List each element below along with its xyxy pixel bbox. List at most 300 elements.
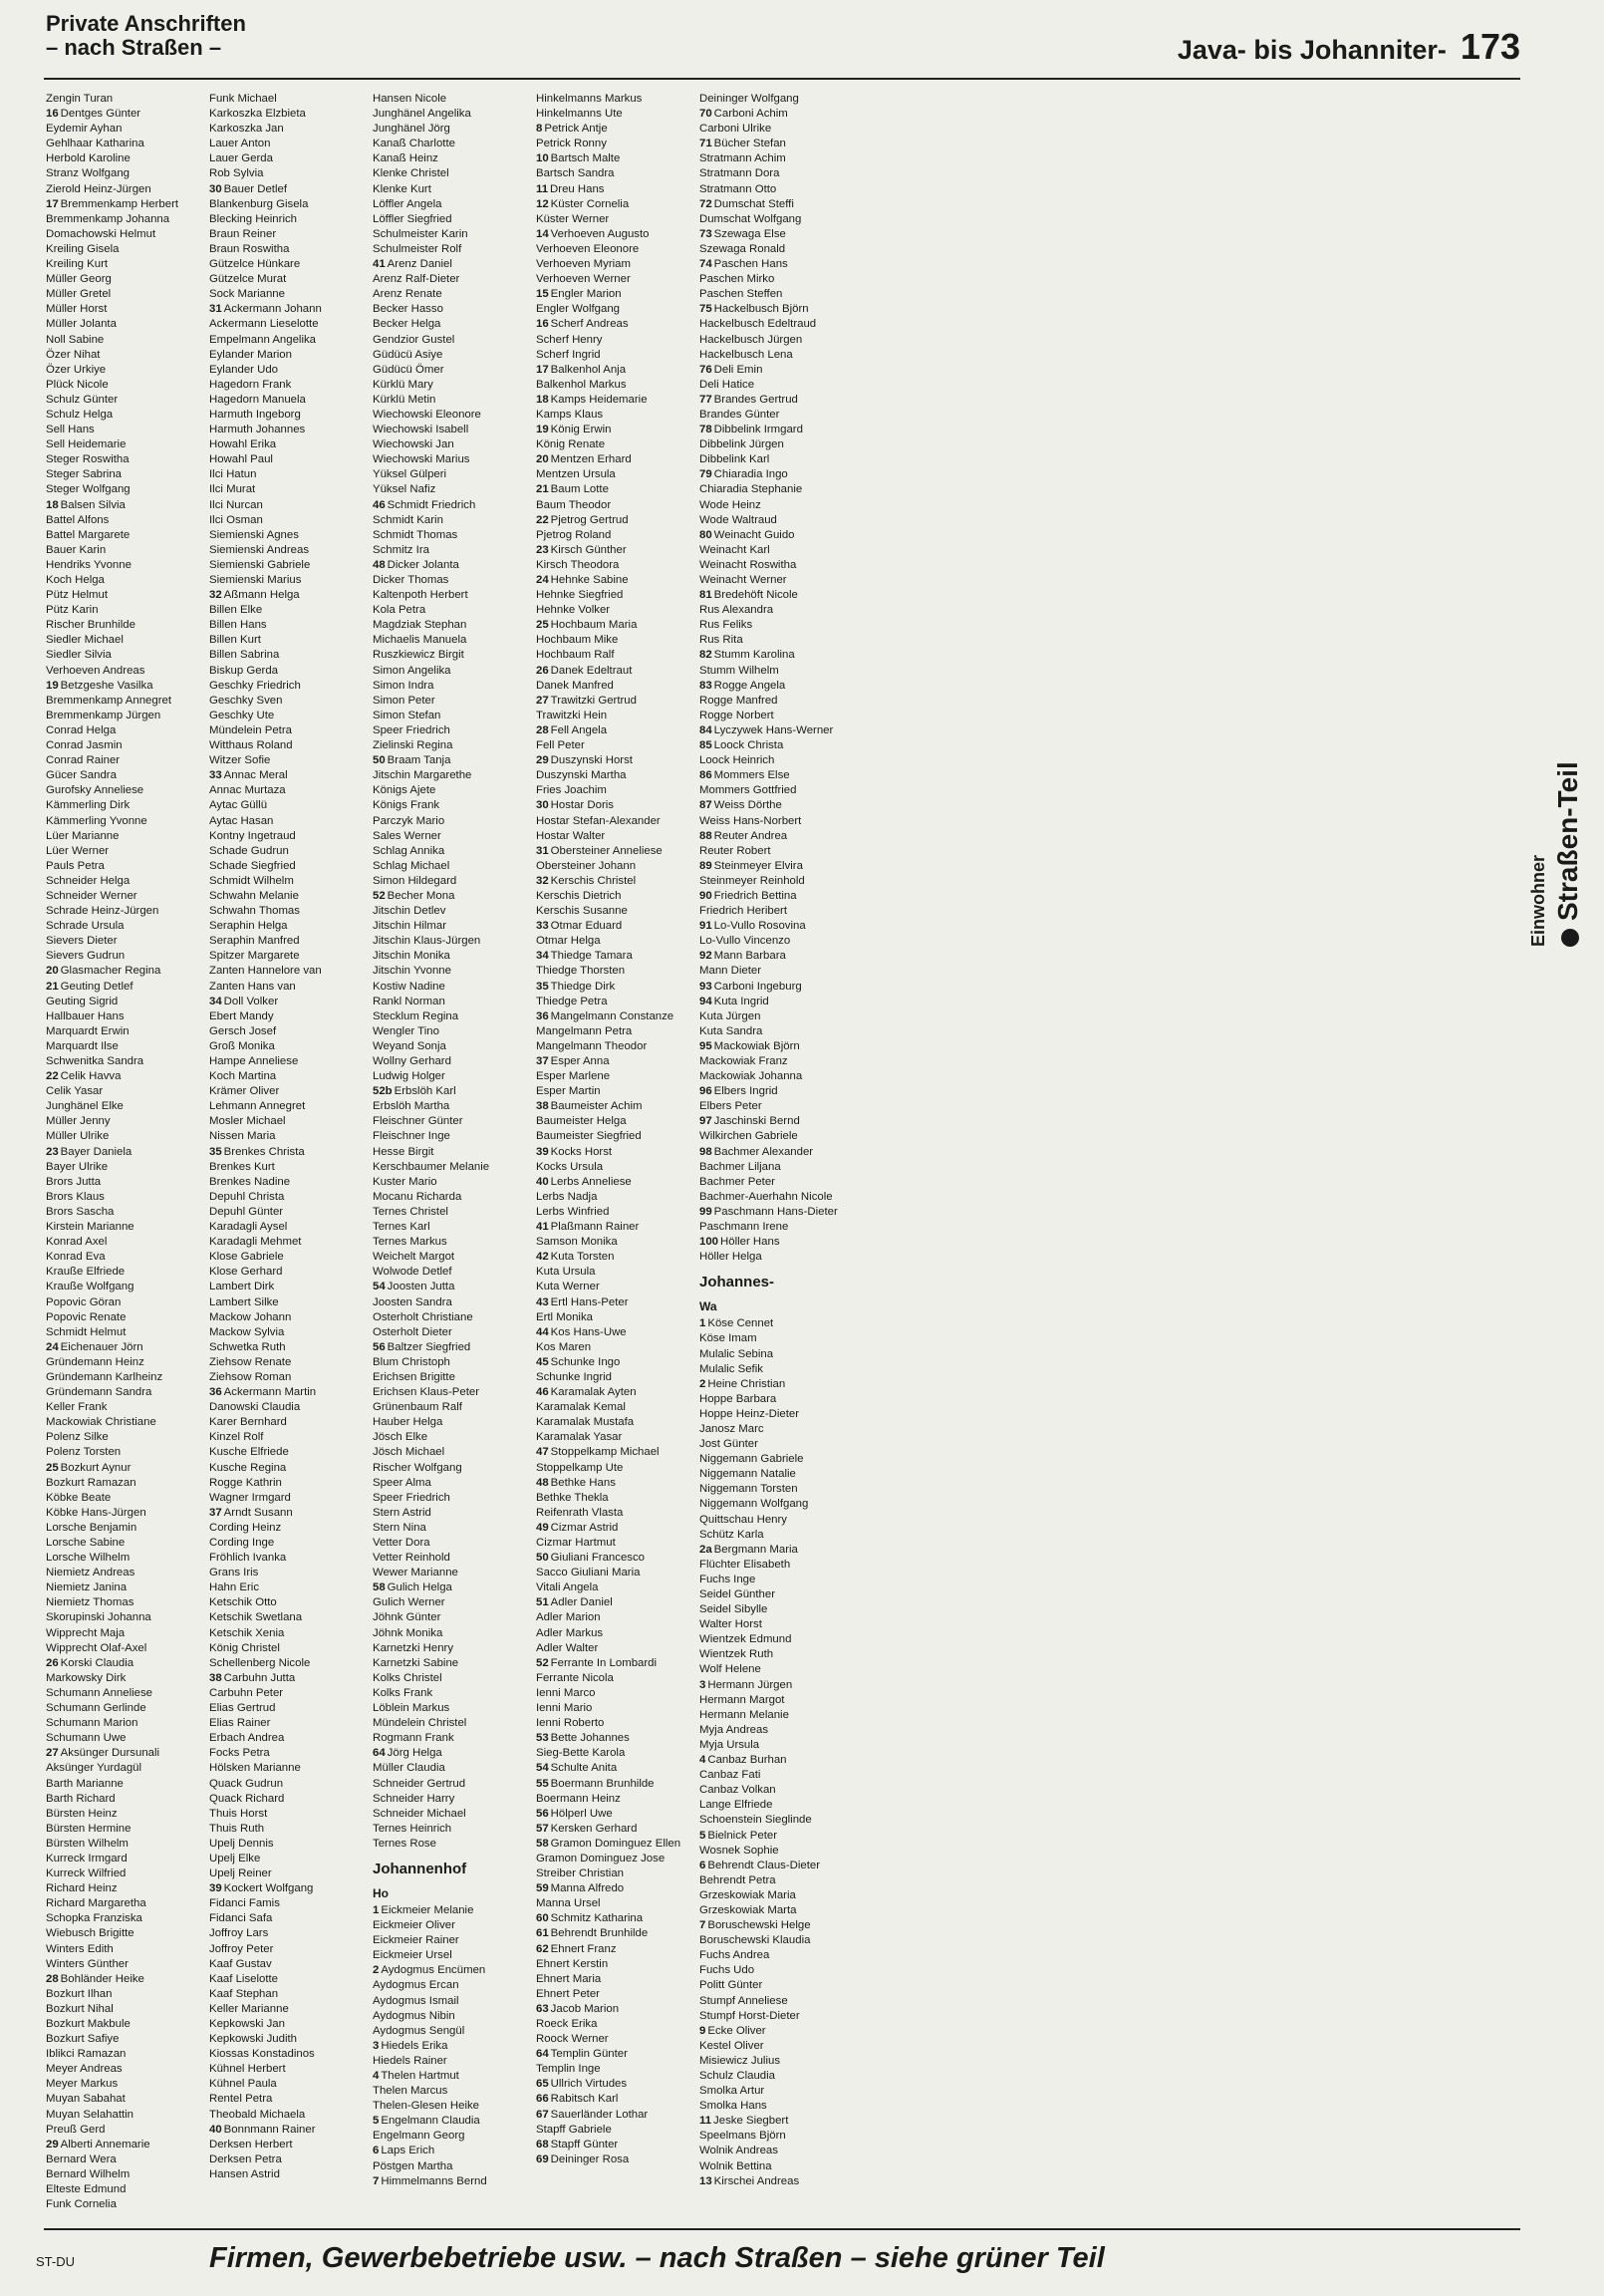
house-number: 38 xyxy=(209,1671,222,1684)
header-title-line1: Private Anschriften xyxy=(46,11,246,36)
resident-name: Streiber Christian xyxy=(536,1867,624,1880)
resident-name: Junghänel Jörg xyxy=(373,123,450,136)
resident-entry xyxy=(46,1551,207,1566)
resident-entry xyxy=(536,151,697,166)
resident-name: Simon Peter xyxy=(373,694,435,707)
resident-entry xyxy=(536,423,697,437)
resident-entry xyxy=(209,1145,371,1160)
resident-entry xyxy=(536,949,697,964)
resident-name: Mangelmann Petra xyxy=(536,1024,633,1037)
house-number: 61 xyxy=(536,1927,549,1940)
resident-name: Mann Dieter xyxy=(699,965,762,978)
house-number: 100 xyxy=(699,1236,719,1249)
resident-name: Schade Siegfried xyxy=(209,859,296,872)
resident-entry xyxy=(209,783,371,798)
resident-entry xyxy=(209,1837,371,1852)
resident-entry xyxy=(699,1054,861,1069)
house-number: 76 xyxy=(699,363,712,376)
resident-entry xyxy=(536,1761,697,1776)
resident-entry xyxy=(373,92,534,107)
house-number: 80 xyxy=(699,528,712,541)
resident-entry xyxy=(699,408,861,423)
resident-name: Mackowiak Björn xyxy=(713,1039,800,1052)
page-number: 173 xyxy=(1460,26,1520,67)
house-number: 4 xyxy=(699,1754,706,1767)
resident-entry xyxy=(699,1918,861,1933)
resident-name: Weinacht Werner xyxy=(699,574,787,586)
resident-name: Stecklum Regina xyxy=(373,1009,459,1022)
resident-entry xyxy=(46,1009,207,1024)
resident-name: Elbers Peter xyxy=(699,1100,762,1113)
resident-name: Wiebusch Brigitte xyxy=(46,1927,134,1940)
resident-name: Schulmeister Karin xyxy=(373,227,468,240)
resident-name: Dentges Günter xyxy=(60,108,141,121)
resident-entry xyxy=(699,513,861,528)
resident-entry xyxy=(46,1461,207,1476)
resident-entry xyxy=(373,1746,534,1761)
resident-entry xyxy=(209,1415,371,1430)
resident-name: Esper Marlene xyxy=(536,1070,611,1083)
resident-entry xyxy=(373,603,534,618)
resident-entry xyxy=(209,1099,371,1114)
resident-name: Thelen Marcus xyxy=(373,2085,448,2098)
resident-entry xyxy=(209,302,371,317)
resident-name: Gücer Sandra xyxy=(46,769,117,782)
resident-name: Hiedels Erika xyxy=(381,2039,448,2052)
resident-entry xyxy=(209,709,371,723)
resident-name: Arenz Renate xyxy=(373,288,442,301)
resident-entry xyxy=(46,1580,207,1595)
resident-entry xyxy=(209,1852,371,1866)
resident-name: Kirsch Theodora xyxy=(536,558,620,571)
resident-entry xyxy=(209,528,371,543)
resident-name: Obersteiner Johann xyxy=(536,859,637,872)
resident-entry xyxy=(373,964,534,979)
resident-entry xyxy=(699,829,861,844)
resident-entry xyxy=(536,829,697,844)
resident-name: Verhoeven Werner xyxy=(536,273,631,286)
resident-name: Mackowiak Johanna xyxy=(699,1070,803,1083)
resident-name: Ilci Osman xyxy=(209,513,263,526)
resident-entry xyxy=(373,513,534,528)
resident-name: Karkoszka Elzbieta xyxy=(209,108,306,121)
resident-entry xyxy=(699,664,861,679)
resident-entry xyxy=(209,664,371,679)
resident-entry xyxy=(536,1792,697,1807)
resident-name: Jaschinski Bernd xyxy=(713,1115,800,1128)
resident-name: Baltzer Siegfried xyxy=(387,1340,471,1353)
resident-entry xyxy=(373,1918,534,1933)
house-number: 2 xyxy=(699,1377,706,1390)
resident-name: Bremmenkamp Jürgen xyxy=(46,709,161,721)
resident-entry xyxy=(373,482,534,497)
resident-name: Myja Ursula xyxy=(699,1738,760,1751)
resident-entry xyxy=(699,1114,861,1129)
resident-name: Thiedge Tamara xyxy=(550,950,633,963)
directory-columns xyxy=(46,92,1520,2214)
resident-entry xyxy=(46,242,207,257)
resident-entry xyxy=(46,543,207,558)
resident-entry xyxy=(209,2077,371,2092)
resident-entry xyxy=(536,1641,697,1656)
resident-entry xyxy=(46,783,207,798)
resident-name: Schneider Michael xyxy=(373,1807,466,1820)
resident-entry xyxy=(209,1430,371,1445)
resident-entry xyxy=(209,2138,371,2152)
resident-entry xyxy=(699,2069,861,2084)
resident-name: Kusche Regina xyxy=(209,1461,287,1474)
header-title-line2: – nach Straßen – xyxy=(46,35,222,60)
resident-name: Kocks Horst xyxy=(550,1145,613,1158)
resident-entry xyxy=(209,2123,371,2138)
resident-entry xyxy=(209,197,371,212)
resident-entry xyxy=(46,363,207,378)
resident-name: Bachmer Alexander xyxy=(713,1145,814,1158)
resident-entry xyxy=(536,393,697,408)
resident-name: Mulalic Sebina xyxy=(699,1347,774,1360)
resident-entry xyxy=(536,1942,697,1957)
resident-name: Ehnert Kerstin xyxy=(536,1957,609,1970)
resident-entry xyxy=(209,1987,371,2002)
resident-entry xyxy=(536,648,697,663)
resident-entry xyxy=(699,348,861,363)
resident-name: Wolnik Bettina xyxy=(699,2159,772,2172)
resident-entry xyxy=(536,2017,697,2032)
resident-entry xyxy=(699,1768,861,1783)
resident-name: Marquardt Erwin xyxy=(46,1024,130,1037)
resident-entry xyxy=(46,1160,207,1175)
resident-entry xyxy=(699,603,861,618)
resident-entry xyxy=(46,166,207,181)
resident-name: Zanten Hans van xyxy=(209,980,296,993)
resident-entry xyxy=(373,2159,534,2174)
resident-entry xyxy=(46,151,207,166)
resident-name: Hackelbusch Jürgen xyxy=(699,333,803,346)
resident-entry xyxy=(209,1911,371,1926)
resident-entry xyxy=(209,1461,371,1476)
house-number: 36 xyxy=(209,1386,222,1399)
resident-name: Pauls Petra xyxy=(46,859,105,872)
resident-name: Kuta Werner xyxy=(536,1281,600,1293)
resident-name: Scherf Ingrid xyxy=(536,348,601,361)
resident-name: Kirsch Günther xyxy=(550,543,627,556)
resident-entry xyxy=(46,1926,207,1941)
resident-entry xyxy=(373,2114,534,2129)
resident-entry xyxy=(373,1551,534,1566)
house-number: 40 xyxy=(209,2123,222,2136)
resident-name: Osterholt Christiane xyxy=(373,1310,473,1323)
resident-entry xyxy=(373,197,534,212)
resident-name: Sievers Dieter xyxy=(46,935,118,948)
resident-entry xyxy=(536,1054,697,1069)
house-number: 8 xyxy=(536,123,543,136)
resident-entry xyxy=(209,1807,371,1822)
resident-entry xyxy=(373,378,534,393)
resident-name: Karamalak Kemal xyxy=(536,1401,626,1414)
resident-entry xyxy=(46,934,207,949)
resident-entry xyxy=(209,694,371,709)
resident-entry xyxy=(46,1250,207,1265)
resident-name: Stoppelkamp Ute xyxy=(536,1461,624,1474)
resident-entry xyxy=(46,2152,207,2167)
resident-name: Fleischner Inge xyxy=(373,1130,450,1143)
resident-entry xyxy=(699,1069,861,1084)
resident-entry xyxy=(373,1009,534,1024)
house-number: 41 xyxy=(536,1221,549,1234)
house-number: 21 xyxy=(536,483,549,496)
resident-name: Kola Petra xyxy=(373,604,426,617)
resident-entry xyxy=(373,333,534,348)
house-number: 20 xyxy=(46,965,59,978)
resident-name: Grzeskowiak Maria xyxy=(699,1888,796,1901)
house-number: 26 xyxy=(46,1656,59,1669)
house-number: 58 xyxy=(536,1837,549,1850)
house-number: 7 xyxy=(699,1919,706,1932)
house-number: 25 xyxy=(536,619,549,632)
resident-entry xyxy=(536,1024,697,1039)
resident-entry xyxy=(46,1415,207,1430)
resident-name: Danek Edeltraut xyxy=(550,664,633,677)
resident-entry xyxy=(209,1972,371,1987)
resident-entry xyxy=(699,92,861,107)
resident-entry xyxy=(699,844,861,859)
resident-entry xyxy=(46,92,207,107)
resident-name: Hölsken Marianne xyxy=(209,1762,301,1775)
house-number: 48 xyxy=(373,558,386,571)
resident-name: Osterholt Dieter xyxy=(373,1325,452,1338)
resident-entry xyxy=(46,1972,207,1987)
resident-entry xyxy=(209,753,371,768)
resident-name: Wengler Tino xyxy=(373,1024,439,1037)
resident-name: Eickmeier Rainer xyxy=(373,1934,459,1947)
resident-entry xyxy=(699,1933,861,1948)
resident-entry xyxy=(373,182,534,197)
resident-name: Esper Martin xyxy=(536,1085,601,1098)
resident-entry xyxy=(46,348,207,363)
resident-entry xyxy=(209,829,371,844)
resident-entry xyxy=(209,348,371,363)
house-number: 99 xyxy=(699,1205,712,1218)
resident-entry xyxy=(536,1746,697,1761)
resident-entry xyxy=(699,1873,861,1888)
house-number: 4 xyxy=(373,2070,380,2082)
resident-entry xyxy=(536,1972,697,1987)
resident-entry xyxy=(46,1521,207,1536)
resident-name: Obersteiner Anneliese xyxy=(550,844,663,857)
resident-name: Simon Hildegard xyxy=(373,874,457,887)
resident-name: Hostar Walter xyxy=(536,829,606,842)
resident-name: Howahl Paul xyxy=(209,453,273,466)
resident-name: Fleischner Günter xyxy=(373,1115,463,1128)
resident-name: Kurreck Wilfried xyxy=(46,1867,127,1880)
house-number: 47 xyxy=(536,1446,549,1459)
resident-entry xyxy=(373,1069,534,1084)
resident-name: Rus Rita xyxy=(699,634,743,647)
resident-name: Bauer Detlef xyxy=(223,182,287,195)
resident-name: Derksen Petra xyxy=(209,2152,282,2165)
house-number: 24 xyxy=(46,1340,59,1353)
resident-entry xyxy=(536,1896,697,1911)
resident-entry xyxy=(46,1610,207,1625)
resident-entry xyxy=(373,1686,534,1701)
resident-name: Bethke Hans xyxy=(550,1476,616,1489)
resident-name: Deli Hatice xyxy=(699,378,755,391)
resident-name: Mackow Sylvia xyxy=(209,1325,285,1338)
resident-entry xyxy=(536,528,697,543)
resident-entry xyxy=(536,1325,697,1340)
resident-name: Dicker Thomas xyxy=(373,574,449,586)
house-number: 52 xyxy=(373,889,386,902)
house-number: 34 xyxy=(209,995,222,1007)
resident-entry xyxy=(209,874,371,889)
resident-name: Schmidt Helmut xyxy=(46,1325,127,1338)
resident-entry xyxy=(46,1896,207,1911)
house-number: 11 xyxy=(699,2115,712,2128)
resident-entry xyxy=(46,1536,207,1551)
resident-entry xyxy=(46,393,207,408)
resident-entry xyxy=(209,1220,371,1235)
resident-entry xyxy=(536,317,697,332)
resident-entry xyxy=(373,2009,534,2024)
resident-name: Kaaf Stephan xyxy=(209,1987,279,2000)
resident-entry xyxy=(209,2167,371,2182)
resident-name: Geuting Sigrid xyxy=(46,995,119,1007)
resident-entry xyxy=(699,1235,861,1250)
resident-name: Bredehöft Nicole xyxy=(713,589,798,602)
resident-name: Carboni Achim xyxy=(713,108,788,121)
resident-entry xyxy=(209,1580,371,1595)
house-number: 41 xyxy=(373,258,386,271)
resident-name: Duszynski Martha xyxy=(536,769,627,782)
resident-name: Barth Richard xyxy=(46,1792,116,1805)
resident-entry xyxy=(46,467,207,482)
resident-entry xyxy=(46,1671,207,1686)
resident-name: Wipprecht Maja xyxy=(46,1626,126,1639)
resident-entry xyxy=(209,333,371,348)
resident-name: Bozkurt Ilhan xyxy=(46,1987,113,2000)
resident-entry xyxy=(373,1054,534,1069)
resident-entry xyxy=(209,919,371,934)
resident-name: Hinkelmanns Ute xyxy=(536,108,623,121)
resident-name: Boermann Brunhilde xyxy=(550,1777,655,1790)
house-number: 16 xyxy=(46,108,59,121)
resident-entry xyxy=(46,1024,207,1039)
resident-entry xyxy=(699,1708,861,1723)
column-4 xyxy=(536,92,697,2214)
resident-entry xyxy=(46,1881,207,1896)
resident-entry xyxy=(46,723,207,738)
resident-entry xyxy=(209,558,371,573)
resident-entry xyxy=(373,408,534,423)
resident-name: Rob Sylvia xyxy=(209,167,264,180)
resident-name: Kockert Wolfgang xyxy=(223,1882,314,1895)
house-number: 53 xyxy=(536,1732,549,1745)
resident-name: Danowski Claudia xyxy=(209,1401,301,1414)
resident-entry xyxy=(209,934,371,949)
resident-entry xyxy=(209,723,371,738)
resident-entry xyxy=(373,227,534,242)
resident-name: Schunke Ingo xyxy=(550,1355,621,1368)
resident-entry xyxy=(373,2144,534,2158)
resident-name: Müller Claudia xyxy=(373,1762,445,1775)
resident-entry xyxy=(699,2099,861,2114)
resident-entry xyxy=(699,1573,861,1587)
resident-entry xyxy=(46,2017,207,2032)
resident-name: Kuta Ursula xyxy=(536,1266,596,1279)
resident-entry xyxy=(699,543,861,558)
resident-entry xyxy=(46,317,207,332)
resident-name: Vitali Angela xyxy=(536,1581,599,1594)
resident-entry xyxy=(209,393,371,408)
resident-name: Speer Friedrich xyxy=(373,723,450,736)
resident-name: Kusche Elfriede xyxy=(209,1446,289,1459)
resident-name: Karamalak Yasar xyxy=(536,1431,623,1444)
resident-entry xyxy=(209,1656,371,1671)
resident-entry xyxy=(536,664,697,679)
resident-name: Celik Havva xyxy=(60,1070,122,1083)
house-number: 17 xyxy=(536,363,549,376)
resident-entry xyxy=(46,1792,207,1807)
house-number: 39 xyxy=(536,1145,549,1158)
resident-entry xyxy=(209,2062,371,2077)
resident-name: Gulich Helga xyxy=(387,1581,452,1594)
resident-entry xyxy=(209,122,371,137)
house-number: 33 xyxy=(209,769,222,782)
resident-entry xyxy=(373,1099,534,1114)
resident-entry xyxy=(209,603,371,618)
resident-name: Konrad Eva xyxy=(46,1251,106,1264)
resident-name: Mommers Else xyxy=(713,769,790,782)
resident-name: Kühnel Paula xyxy=(209,2078,277,2091)
resident-name: Bernard Wera xyxy=(46,2152,117,2165)
resident-name: Paschen Steffen xyxy=(699,288,783,301)
resident-entry xyxy=(699,1129,861,1144)
resident-name: Ackermann Martin xyxy=(223,1386,317,1399)
resident-name: Yüksel Gülperi xyxy=(373,468,447,481)
resident-entry xyxy=(699,814,861,829)
resident-name: Eickmeier Oliver xyxy=(373,1919,455,1932)
resident-entry xyxy=(46,197,207,212)
house-number: 11 xyxy=(536,182,549,195)
resident-name: Hagedorn Frank xyxy=(209,378,292,391)
resident-entry xyxy=(536,1580,697,1595)
resident-entry xyxy=(209,242,371,257)
resident-name: Hackelbusch Björn xyxy=(713,303,809,316)
resident-name: Sock Marianne xyxy=(209,288,285,301)
resident-entry xyxy=(46,1340,207,1355)
resident-entry xyxy=(373,1325,534,1340)
resident-name: Billen Kurt xyxy=(209,634,261,647)
resident-entry xyxy=(699,1693,861,1708)
resident-name: Janosz Marc xyxy=(699,1422,764,1435)
resident-entry xyxy=(373,1671,534,1686)
resident-entry xyxy=(373,166,534,181)
resident-name: Pjetrog Roland xyxy=(536,528,612,541)
resident-entry xyxy=(209,844,371,859)
resident-entry xyxy=(46,603,207,618)
resident-entry xyxy=(46,107,207,122)
resident-entry xyxy=(699,1558,861,1573)
resident-name: Verhoeven Andreas xyxy=(46,664,145,677)
resident-name: Balkenhol Markus xyxy=(536,378,627,391)
resident-name: Mackow Johann xyxy=(209,1310,292,1323)
resident-entry xyxy=(373,1521,534,1536)
resident-name: Joffroy Lars xyxy=(209,1927,269,1940)
resident-name: Erichsen Klaus-Peter xyxy=(373,1386,479,1399)
resident-name: Empelmann Angelika xyxy=(209,333,317,346)
resident-entry xyxy=(699,1948,861,1963)
resident-name: Güdücü Asiye xyxy=(373,348,443,361)
